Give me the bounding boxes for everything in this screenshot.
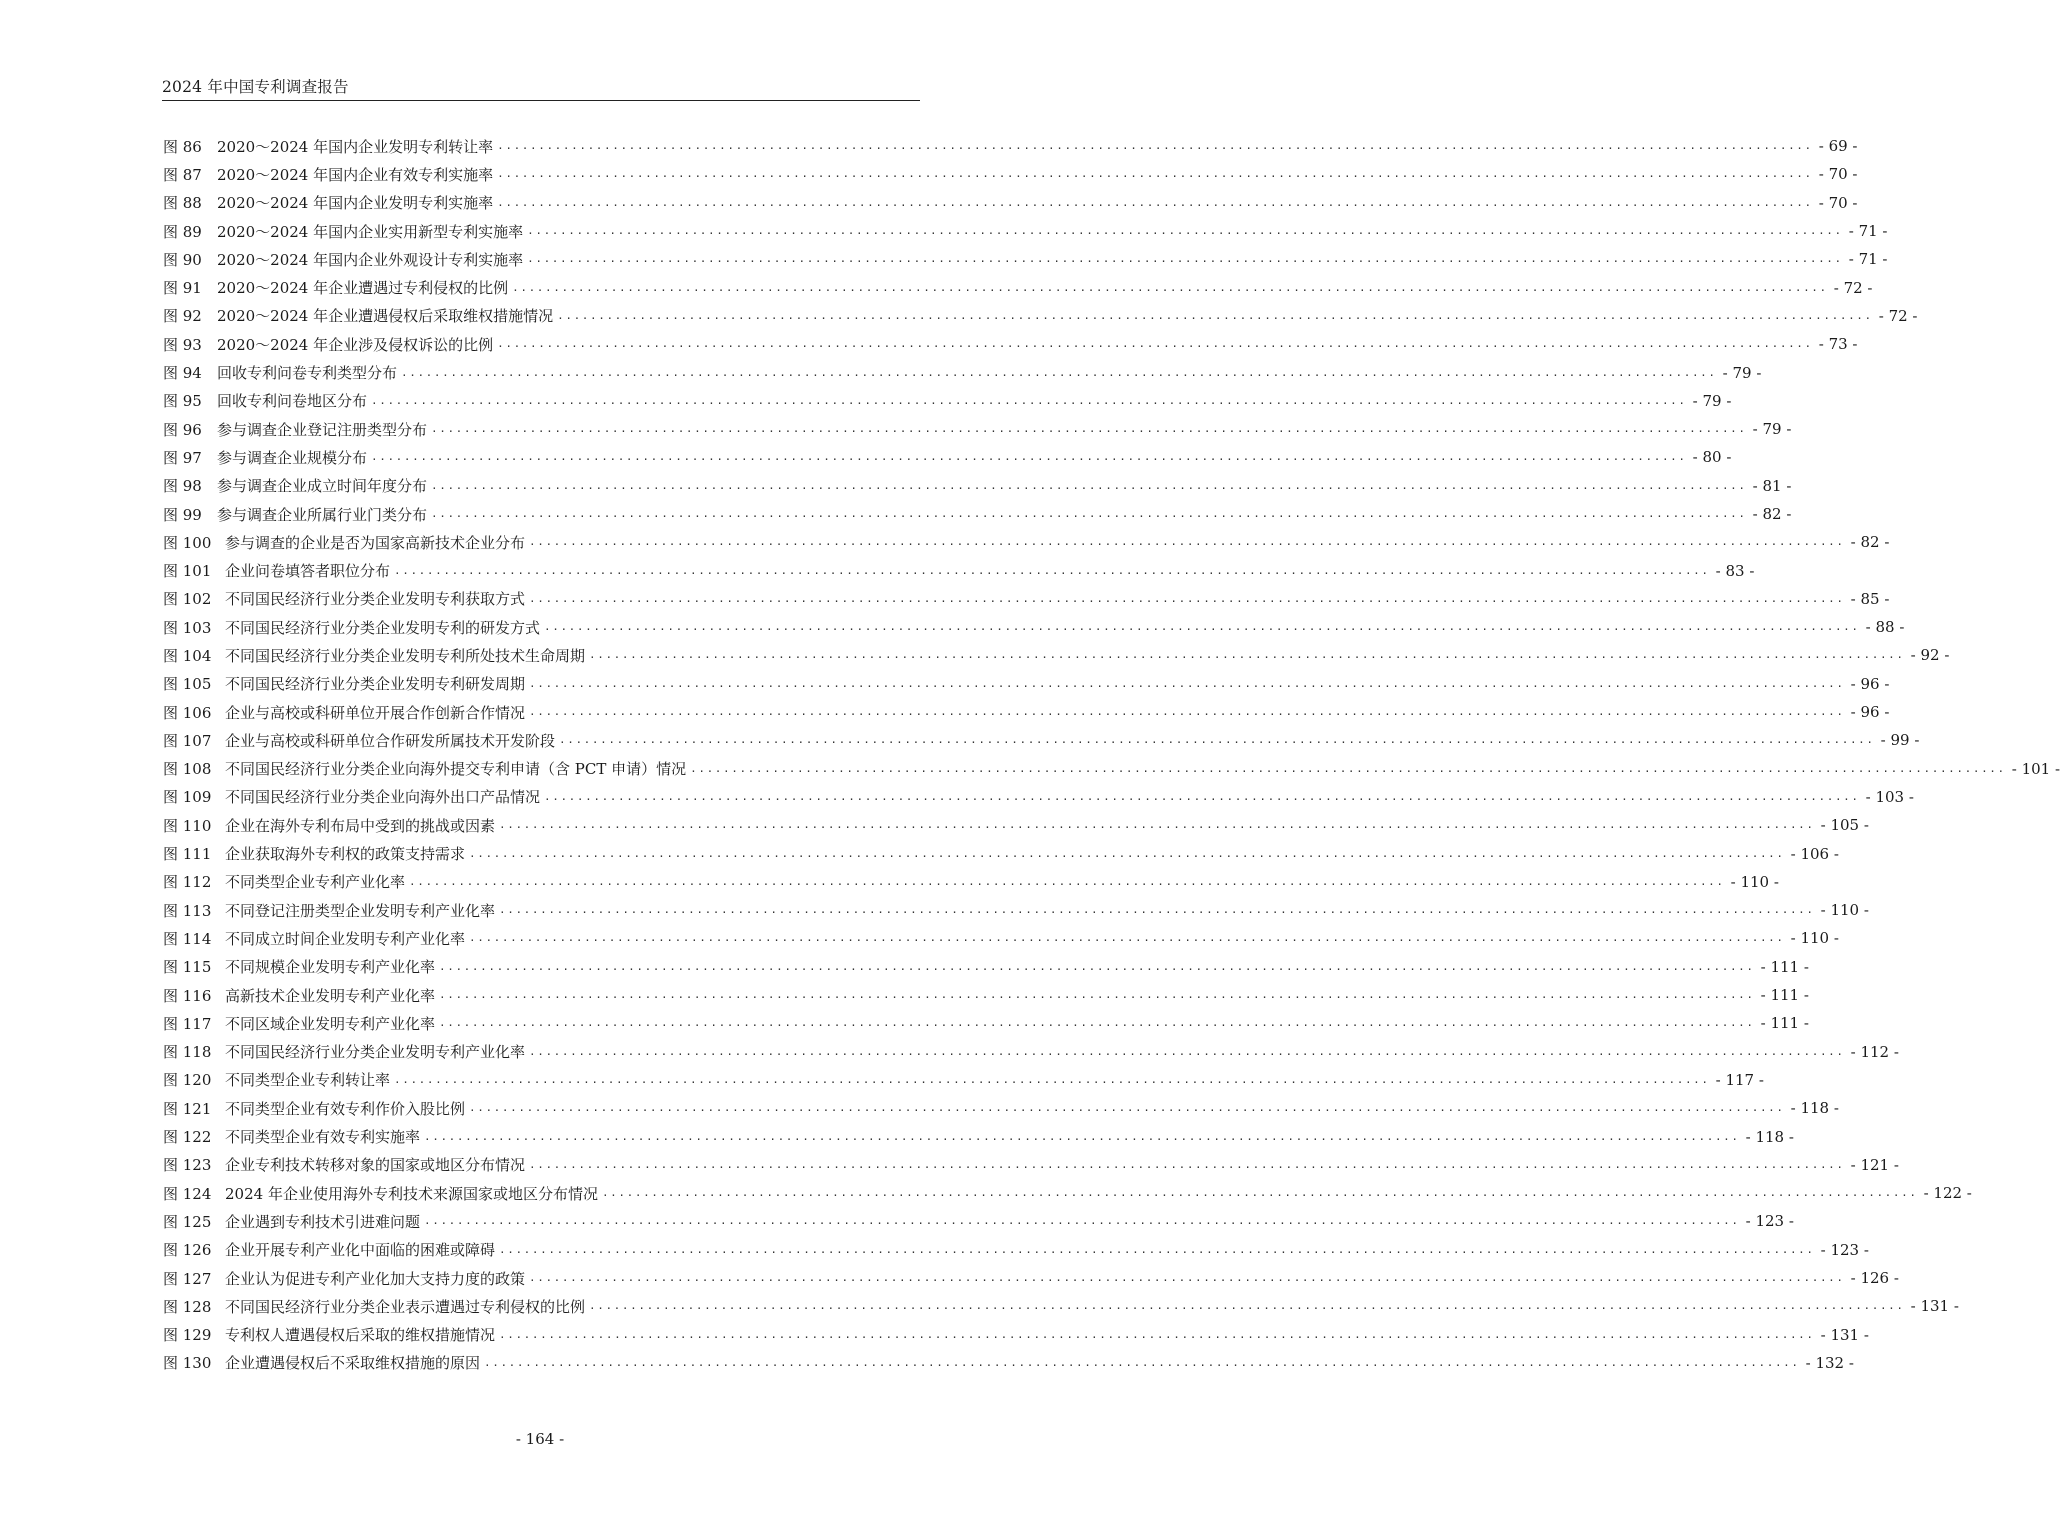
dot-leader bbox=[367, 448, 1693, 466]
toc-entry[interactable] bbox=[163, 726, 1920, 754]
figure-caption: 企业遇到专利技术引进难问题 bbox=[225, 1212, 421, 1231]
figure-number: 图 114 bbox=[163, 929, 212, 948]
page-reference: - 72 - bbox=[1878, 306, 1918, 325]
figure-caption: 不同国民经济行业分类企业发明专利的研发方式 bbox=[225, 618, 541, 637]
page-reference: - 132 - bbox=[1805, 1353, 1854, 1372]
page-reference: - 103 - bbox=[1865, 787, 1914, 806]
running-header bbox=[162, 76, 920, 101]
dot-leader bbox=[480, 1354, 1806, 1372]
page-reference: - 73 - bbox=[1818, 335, 1858, 354]
toc-entry[interactable] bbox=[163, 896, 1869, 924]
figure-caption: 不同国民经济行业分类企业向海外出口产品情况 bbox=[225, 788, 541, 807]
page-reference: - 83 - bbox=[1715, 561, 1755, 580]
page-reference: - 111 - bbox=[1760, 957, 1809, 976]
page-reference: - 85 - bbox=[1850, 589, 1890, 608]
figure-caption: 不同国民经济行业分类企业发明专利研发周期 bbox=[225, 675, 526, 694]
figure-number: 图 111 bbox=[163, 845, 212, 864]
page-reference: - 79 - bbox=[1722, 363, 1762, 382]
figure-caption: 企业遭遇侵权后不采取维权措施的原因 bbox=[225, 1354, 481, 1373]
toc-entry[interactable] bbox=[163, 1349, 1854, 1377]
figure-number: 图 112 bbox=[163, 873, 212, 892]
toc-entry[interactable] bbox=[163, 472, 1792, 500]
toc-entry[interactable] bbox=[163, 783, 1914, 811]
toc-entry[interactable] bbox=[163, 585, 1890, 613]
toc-entry[interactable] bbox=[163, 868, 1779, 896]
figure-number: 图 89 bbox=[163, 222, 202, 241]
figure-caption: 企业与高校或科研单位合作研发所属技术开发阶段 bbox=[225, 731, 556, 750]
figure-caption: 不同国民经济行业分类企业表示遭遇过专利侵权的比例 bbox=[225, 1297, 586, 1316]
figure-number: 图 94 bbox=[163, 364, 202, 383]
toc-entry[interactable] bbox=[163, 811, 1869, 839]
page-reference: - 131 - bbox=[1820, 1325, 1869, 1344]
figure-caption: 企业问卷填答者职位分布 bbox=[225, 562, 391, 581]
toc-entry[interactable] bbox=[163, 698, 1890, 726]
figure-caption: 不同类型企业有效专利作价入股比例 bbox=[225, 1099, 466, 1118]
toc-entry[interactable] bbox=[163, 132, 1858, 160]
figure-number: 图 104 bbox=[163, 646, 212, 665]
figure-caption: 参与调查的企业是否为国家高新技术企业分布 bbox=[225, 533, 526, 552]
figure-number: 图 109 bbox=[163, 788, 212, 807]
toc-entry[interactable] bbox=[163, 1151, 1899, 1179]
page-reference: - 111 - bbox=[1760, 1014, 1809, 1033]
dot-leader bbox=[553, 307, 1879, 325]
dot-leader bbox=[435, 1014, 1761, 1032]
page-reference: - 71 - bbox=[1848, 222, 1888, 241]
dot-leader bbox=[435, 986, 1761, 1004]
figure-caption: 企业在海外专利布局中受到的挑战或因素 bbox=[225, 816, 496, 835]
figure-number: 图 118 bbox=[163, 1043, 212, 1062]
figure-number: 图 88 bbox=[163, 194, 202, 213]
figure-number: 图 92 bbox=[163, 307, 202, 326]
figure-number: 图 122 bbox=[163, 1128, 212, 1147]
figure-number: 图 103 bbox=[163, 618, 212, 637]
figure-caption: 参与调查企业所属行业门类分布 bbox=[217, 505, 428, 524]
page-reference: - 121 - bbox=[1850, 1155, 1899, 1174]
page-reference: - 71 - bbox=[1848, 250, 1888, 269]
toc-entry[interactable] bbox=[163, 1179, 1972, 1207]
figure-number: 图 90 bbox=[163, 250, 202, 269]
dot-leader bbox=[686, 760, 2012, 778]
toc-entry[interactable] bbox=[163, 443, 1732, 471]
figure-number: 图 127 bbox=[163, 1269, 212, 1288]
figure-number: 图 130 bbox=[163, 1354, 212, 1373]
toc-entry[interactable] bbox=[163, 1066, 1764, 1094]
dot-leader bbox=[495, 1241, 1821, 1259]
page-reference: - 118 - bbox=[1745, 1127, 1794, 1146]
figure-number: 图 121 bbox=[163, 1099, 212, 1118]
dot-leader bbox=[495, 901, 1821, 919]
dot-leader bbox=[508, 279, 1834, 297]
figure-number: 图 128 bbox=[163, 1297, 212, 1316]
figure-caption: 企业获取海外专利权的政策支持需求 bbox=[225, 845, 466, 864]
toc-entry[interactable] bbox=[163, 556, 1755, 584]
page-reference: - 96 - bbox=[1850, 703, 1890, 722]
figure-number: 图 105 bbox=[163, 675, 212, 694]
figure-caption: 不同国民经济行业分类企业发明专利获取方式 bbox=[225, 590, 526, 609]
dot-leader bbox=[523, 222, 1849, 240]
page-reference: - 105 - bbox=[1820, 816, 1869, 835]
figure-caption: 参与调查企业登记注册类型分布 bbox=[217, 420, 428, 439]
page-reference: - 69 - bbox=[1818, 137, 1858, 156]
page-reference: - 118 - bbox=[1790, 1099, 1839, 1118]
dot-leader bbox=[540, 618, 1866, 636]
figure-caption: 2020～2024 年国内企业发明专利转让率 bbox=[217, 137, 494, 156]
page-reference: - 126 - bbox=[1850, 1269, 1899, 1288]
dot-leader bbox=[397, 364, 1723, 382]
figure-number: 图 126 bbox=[163, 1241, 212, 1260]
dot-leader bbox=[427, 505, 1753, 523]
dot-leader bbox=[495, 816, 1821, 834]
figure-number: 图 98 bbox=[163, 477, 202, 496]
dot-leader bbox=[465, 1099, 1791, 1117]
dot-leader bbox=[367, 392, 1693, 410]
toc-entry[interactable] bbox=[163, 981, 1809, 1009]
toc-entry[interactable] bbox=[163, 953, 1809, 981]
dot-leader bbox=[555, 731, 1881, 749]
figure-caption: 不同登记注册类型企业发明专利产业化率 bbox=[225, 901, 496, 920]
page-reference: - 88 - bbox=[1865, 618, 1905, 637]
figure-number: 图 125 bbox=[163, 1212, 212, 1231]
toc-entry[interactable] bbox=[163, 500, 1792, 528]
page-reference: - 123 - bbox=[1820, 1240, 1869, 1259]
figure-number: 图 101 bbox=[163, 562, 212, 581]
figure-caption: 企业专利技术转移对象的国家或地区分布情况 bbox=[225, 1156, 526, 1175]
figure-caption: 高新技术企业发明专利产业化率 bbox=[225, 986, 436, 1005]
page-reference: - 131 - bbox=[1910, 1297, 1959, 1316]
page-reference: - 79 - bbox=[1752, 420, 1792, 439]
toc-entry[interactable] bbox=[163, 415, 1792, 443]
dot-leader bbox=[390, 562, 1716, 580]
toc-entry[interactable] bbox=[163, 1207, 1794, 1235]
toc-entry[interactable] bbox=[163, 189, 1858, 217]
figure-caption: 2024 年企业使用海外专利技术来源国家或地区分布情况 bbox=[225, 1184, 598, 1203]
figure-number: 图 86 bbox=[163, 137, 202, 156]
figure-caption: 不同类型企业有效专利实施率 bbox=[225, 1128, 421, 1147]
page-reference: - 112 - bbox=[1850, 1042, 1899, 1061]
toc-entry[interactable] bbox=[163, 1292, 1959, 1320]
dot-leader bbox=[585, 646, 1911, 664]
page-reference: - 96 - bbox=[1850, 674, 1890, 693]
dot-leader bbox=[465, 929, 1791, 947]
figure-number: 图 102 bbox=[163, 590, 212, 609]
dot-leader bbox=[427, 477, 1753, 495]
page-reference: - 72 - bbox=[1833, 278, 1873, 297]
figure-number: 图 95 bbox=[163, 392, 202, 411]
figure-number: 图 123 bbox=[163, 1156, 212, 1175]
figure-number: 图 129 bbox=[163, 1326, 212, 1345]
toc-entry[interactable] bbox=[163, 387, 1732, 415]
figure-caption: 专利权人遭遇侵权后采取的维权措施情况 bbox=[225, 1326, 496, 1345]
figure-caption: 不同区域企业发明专利产业化率 bbox=[225, 1014, 436, 1033]
page-reference: - 79 - bbox=[1692, 391, 1732, 410]
page-reference: - 110 - bbox=[1820, 901, 1869, 920]
page-reference: - 80 - bbox=[1692, 448, 1732, 467]
figure-caption: 不同成立时间企业发明专利产业化率 bbox=[225, 929, 466, 948]
dot-leader bbox=[525, 703, 1851, 721]
dot-leader bbox=[525, 1043, 1851, 1061]
toc-entry[interactable] bbox=[163, 528, 1890, 556]
figure-number: 图 96 bbox=[163, 420, 202, 439]
figure-number: 图 100 bbox=[163, 533, 212, 552]
figure-number: 图 120 bbox=[163, 1071, 212, 1090]
page-reference: - 99 - bbox=[1880, 731, 1920, 750]
dot-leader bbox=[390, 1071, 1716, 1089]
figure-caption: 2020～2024 年国内企业有效专利实施率 bbox=[217, 165, 494, 184]
figure-number: 图 117 bbox=[163, 1014, 212, 1033]
page-reference: - 81 - bbox=[1752, 476, 1792, 495]
figure-number: 图 115 bbox=[163, 958, 212, 977]
page-reference: - 82 - bbox=[1752, 505, 1792, 523]
toc-entry[interactable] bbox=[163, 641, 1950, 669]
dot-leader bbox=[420, 1128, 1746, 1146]
figure-caption: 不同国民经济行业分类企业发明专利产业化率 bbox=[225, 1043, 526, 1062]
figure-number: 图 91 bbox=[163, 279, 202, 298]
page-reference: - 110 - bbox=[1730, 872, 1779, 891]
figure-number: 图 116 bbox=[163, 986, 212, 1005]
figure-caption: 回收专利问卷专利类型分布 bbox=[217, 364, 398, 383]
figure-number: 图 113 bbox=[163, 901, 212, 920]
page-reference: - 70 - bbox=[1818, 165, 1858, 184]
page-reference: - 92 - bbox=[1910, 646, 1950, 665]
figure-caption: 2020～2024 年国内企业发明专利实施率 bbox=[217, 194, 494, 213]
figure-number: 图 87 bbox=[163, 165, 202, 184]
dot-leader bbox=[525, 675, 1851, 693]
figure-number: 图 106 bbox=[163, 703, 212, 722]
figure-caption: 2020～2024 年企业遭遇过专利侵权的比例 bbox=[217, 279, 509, 298]
figure-caption: 参与调查企业成立时间年度分布 bbox=[217, 477, 428, 496]
toc-entry[interactable] bbox=[163, 670, 1890, 698]
figure-caption: 不同类型企业专利转让率 bbox=[225, 1071, 391, 1090]
toc-entry[interactable] bbox=[163, 839, 1839, 867]
page-number: - 164 - bbox=[515, 1430, 565, 1448]
dot-leader bbox=[525, 590, 1851, 608]
dot-leader bbox=[493, 165, 1819, 183]
figure-number: 图 99 bbox=[163, 505, 202, 524]
toc-entry[interactable] bbox=[163, 1094, 1839, 1122]
page-reference: - 111 - bbox=[1760, 986, 1809, 1005]
dot-leader bbox=[585, 1297, 1911, 1315]
toc-entry[interactable] bbox=[163, 1038, 1899, 1066]
dot-leader bbox=[435, 958, 1761, 976]
toc-entry[interactable] bbox=[163, 330, 1858, 358]
page-reference: - 123 - bbox=[1745, 1212, 1794, 1231]
figure-caption: 参与调查企业规模分布 bbox=[217, 448, 368, 467]
figure-number: 图 93 bbox=[163, 335, 202, 354]
figure-caption: 不同国民经济行业分类企业发明专利所处技术生命周期 bbox=[225, 646, 586, 665]
toc-entry[interactable] bbox=[163, 358, 1762, 386]
page-reference: - 106 - bbox=[1790, 844, 1839, 863]
toc-entry[interactable] bbox=[163, 924, 1839, 952]
dot-leader bbox=[420, 1212, 1746, 1230]
dot-leader bbox=[405, 873, 1731, 891]
dot-leader bbox=[465, 845, 1791, 863]
page-reference: - 110 - bbox=[1790, 929, 1839, 948]
figure-number: 图 108 bbox=[163, 760, 212, 779]
dot-leader bbox=[493, 137, 1819, 155]
page-reference: - 122 - bbox=[1923, 1184, 1972, 1203]
dot-leader bbox=[495, 1326, 1821, 1344]
figure-caption: 不同规模企业发明专利产业化率 bbox=[225, 958, 436, 977]
figure-caption: 2020～2024 年国内企业实用新型专利实施率 bbox=[217, 222, 524, 241]
page-reference: - 101 - bbox=[2011, 759, 2060, 778]
page-reference: - 70 - bbox=[1818, 193, 1858, 212]
figure-caption: 不同国民经济行业分类企业向海外提交专利申请（含 PCT 申请）情况 bbox=[225, 760, 687, 779]
figure-caption: 2020～2024 年企业涉及侵权诉讼的比例 bbox=[217, 335, 494, 354]
dot-leader bbox=[525, 533, 1851, 551]
page-reference: - 82 - bbox=[1850, 533, 1890, 552]
dot-leader bbox=[427, 420, 1753, 438]
page-reference: - 117 - bbox=[1715, 1070, 1764, 1089]
dot-leader bbox=[523, 250, 1849, 268]
figure-number: 图 124 bbox=[163, 1184, 212, 1203]
dot-leader bbox=[525, 1269, 1851, 1287]
figure-caption: 不同类型企业专利产业化率 bbox=[225, 873, 406, 892]
toc-entry[interactable] bbox=[163, 1122, 1794, 1150]
dot-leader bbox=[525, 1156, 1851, 1174]
figure-number: 图 97 bbox=[163, 448, 202, 467]
toc-entry[interactable] bbox=[163, 1009, 1809, 1037]
toc-entry[interactable] bbox=[163, 1236, 1869, 1264]
dot-leader bbox=[540, 788, 1866, 806]
list-of-figures bbox=[163, 132, 2060, 1377]
figure-caption: 企业与高校或科研单位开展合作创新合作情况 bbox=[225, 703, 526, 722]
toc-entry[interactable] bbox=[163, 273, 1873, 301]
toc-entry[interactable] bbox=[163, 217, 1888, 245]
toc-entry[interactable] bbox=[163, 613, 1905, 641]
toc-entry[interactable] bbox=[163, 755, 2060, 783]
figure-caption: 企业开展专利产业化中面临的困难或障碍 bbox=[225, 1241, 496, 1260]
toc-entry[interactable] bbox=[163, 245, 1888, 273]
header-title: 2024 年中国专利调查报告 bbox=[162, 78, 349, 96]
toc-entry[interactable] bbox=[163, 160, 1858, 188]
figure-number: 图 107 bbox=[163, 731, 212, 750]
toc-entry[interactable] bbox=[163, 1320, 1869, 1348]
figure-caption: 2020～2024 年企业遭遇侵权后采取维权措施情况 bbox=[217, 307, 554, 326]
figure-number: 图 110 bbox=[163, 816, 212, 835]
figure-caption: 2020～2024 年国内企业外观设计专利实施率 bbox=[217, 250, 524, 269]
toc-entry[interactable] bbox=[163, 1264, 1899, 1292]
dot-leader bbox=[493, 335, 1819, 353]
figure-caption: 回收专利问卷地区分布 bbox=[217, 392, 368, 411]
toc-entry[interactable] bbox=[163, 302, 1918, 330]
dot-leader bbox=[598, 1184, 1924, 1202]
figure-caption: 企业认为促进专利产业化加大支持力度的政策 bbox=[225, 1269, 526, 1288]
dot-leader bbox=[493, 194, 1819, 212]
